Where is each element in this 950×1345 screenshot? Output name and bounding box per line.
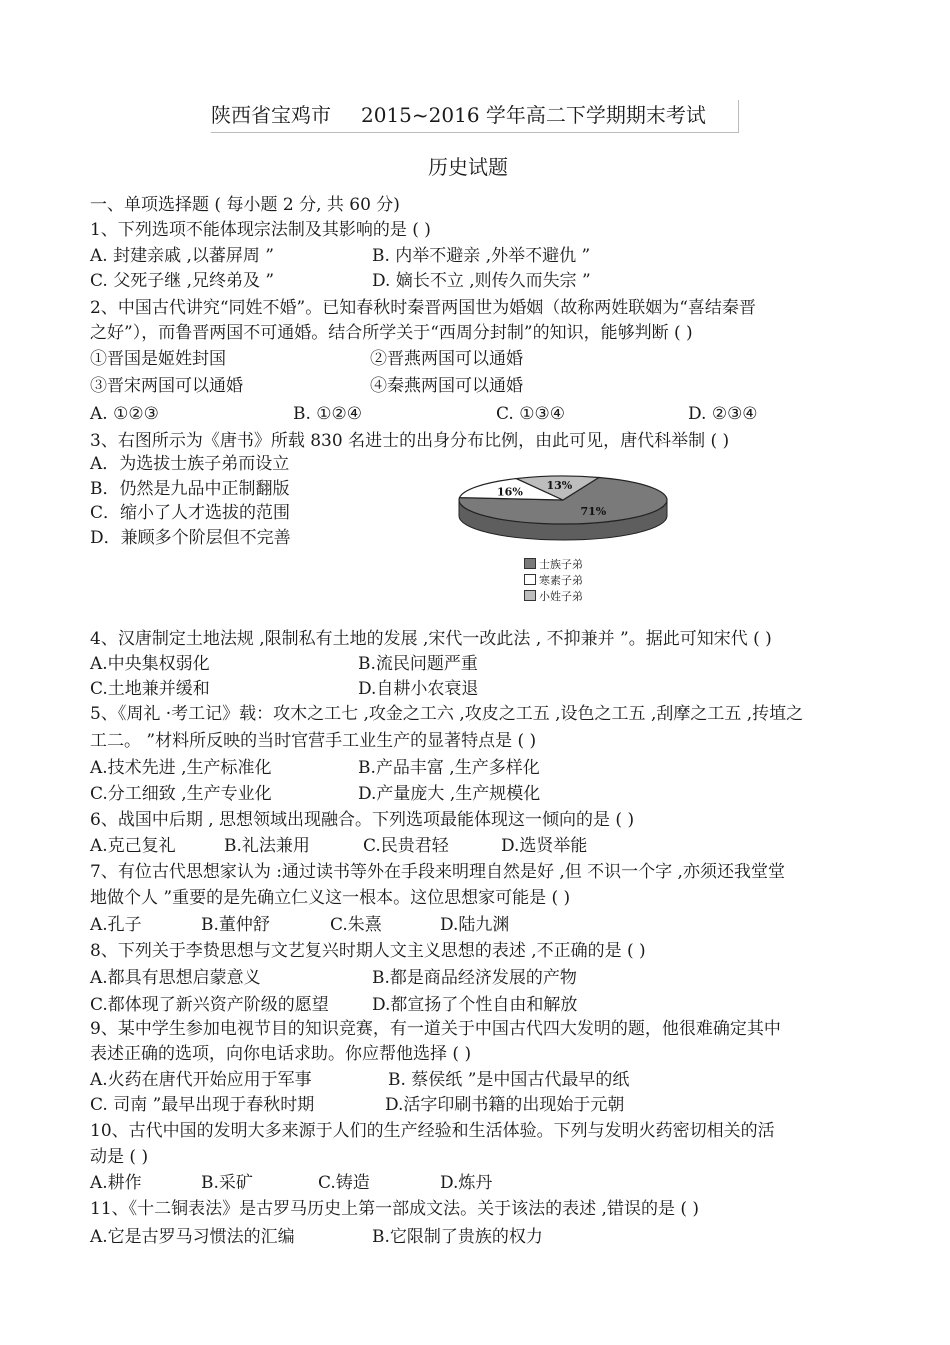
q9-stem-line1: 9、某中学生参加电视节目的知识竞赛，有一道关于中国古代四大发明的题，他很难确定其中: [90, 1019, 781, 1039]
q6-option-a: A.克己复礼: [90, 836, 176, 856]
q10-stem-line1: 10、古代中国的发明大多来源于人们的生产经验和生活体验。下列与发明火药密切相关的活: [90, 1121, 775, 1141]
q8-option-c: C.都体现了新兴资产阶级的愿望: [90, 995, 329, 1015]
title-main: 2015~2016 学年高二下学期期末考试: [361, 103, 706, 127]
q5-stem-line1: 5、《周礼 ·考工记》载：攻木之工七 ,攻金之工六 ,攻皮之工五 ,设色之工五 ,刮摩之工五 ,抟埴之: [90, 704, 804, 724]
pie-label-3: 13%: [546, 479, 573, 493]
q6-option-b: B.礼法兼用: [224, 836, 310, 856]
q1-stem: 1、下列选项不能体现宗法制及其影响的是 ( ): [90, 220, 431, 240]
q5-option-b: B.产品丰富 ,生产多样化: [358, 758, 540, 778]
q4-option-a: A.中央集权弱化: [90, 654, 210, 674]
q5-option-c: C.分工细致 ,生产专业化: [90, 784, 272, 804]
q3-option-a: A．为选拔士族子弟而设立: [90, 454, 290, 474]
q1-option-a: A. 封建亲戚 ,以蕃屏周 ”: [90, 246, 274, 266]
pie-label-2: 16%: [497, 485, 523, 499]
q8-option-b: B.都是商品经济发展的产物: [372, 968, 577, 988]
q1-option-d: D. 嫡长不立 ,则传久而失宗 ”: [372, 271, 591, 291]
q1-option-b: B. 内举不避亲 ,外举不避仇 ”: [372, 246, 591, 266]
q5-stem-line2: 工二。 ”材料所反映的当时官营手工业生产的显著特点是 ( ): [90, 731, 537, 751]
q10-option-d: D.炼丹: [440, 1173, 493, 1193]
q2-stem-line1: 2、中国古代讲究“同姓不婚”。已知春秋时秦晋两国世为婚姻（故称两姓联姻为“喜结秦晋: [90, 298, 756, 318]
q2-option-c: C. ①③④: [496, 404, 565, 424]
q2-option-a: A. ①②③: [90, 404, 159, 424]
q4-stem: 4、汉唐制定土地法规 ,限制私有土地的发展 ,宋代一改此法 , 不抑兼并 ”。据此可知宋代 ( ): [90, 629, 772, 649]
q8-option-d: D.都宣扬了个性自由和解放: [372, 995, 578, 1015]
q2-statement-4: ④秦燕两国可以通婚: [370, 376, 523, 396]
scan-border: [211, 100, 739, 133]
q3-option-c: C．缩小了人才选拔的范围: [90, 503, 291, 523]
q10-option-b: B.采矿: [201, 1173, 253, 1193]
legend-swatch: [524, 574, 536, 585]
q7-option-b: B.董仲舒: [201, 915, 270, 935]
legend-label: 寒素子弟: [539, 574, 583, 587]
q9-stem-line2: 表述正确的选项，向你电话求助。你应帮他选择 ( ): [90, 1044, 472, 1064]
q3-option-b: B．仍然是九品中正制翻版: [90, 479, 290, 499]
q1-option-c: C. 父死子继 ,兄终弟及 ”: [90, 271, 275, 291]
pie-chart: [452, 462, 682, 622]
q4-option-d: D.自耕小农衰退: [358, 679, 479, 699]
legend-item: [524, 558, 583, 572]
q2-statement-2: ②晋燕两国可以通婚: [370, 349, 523, 369]
legend-swatch: [524, 558, 536, 569]
q11-option-b: B.它限制了贵族的权力: [372, 1227, 543, 1247]
subtitle: 历史试题: [428, 155, 508, 179]
q7-stem-line1: 7、有位古代思想家认为 :通过读书等外在手段来明理自然是好 ,但 不识一个字 ,亦须还我堂堂: [90, 862, 785, 882]
q8-stem: 8、下列关于李贽思想与文艺复兴时期人文主义思想的表述 ,不正确的是 ( ): [90, 941, 646, 961]
q11-stem: 11、《十二铜表法》是古罗马历史上第一部成文法。关于该法的表述 ,错误的是 ( ): [90, 1199, 700, 1219]
q7-option-a: A.孔子: [90, 915, 142, 935]
q9-option-d: D.活字印刷书籍的出现始于元朝: [385, 1095, 625, 1115]
q9-option-b: B. 蔡侯纸 ”是中国古代最早的纸: [388, 1070, 630, 1090]
q11-option-a: A.它是古罗马习惯法的汇编: [90, 1227, 295, 1247]
legend-item: [524, 590, 583, 604]
legend-label: 士族子弟: [539, 558, 583, 571]
q2-stem-line2: 之好”），而鲁晋两国不可通婚。结合所学关于“西周分封制”的知识，能够判断 ( ): [90, 323, 693, 343]
legend-swatch: [524, 590, 536, 601]
q6-option-d: D.选贤举能: [501, 836, 588, 856]
q10-stem-line2: 动是 ( ): [90, 1147, 149, 1167]
q2-statement-3: ③晋宋两国可以通婚: [90, 376, 243, 396]
q9-option-c: C. 司南 ”最早出现于春秋时期: [90, 1095, 315, 1115]
q7-stem-line2: 地做个人 ”重要的是先确立仁义这一根本。这位思想家可能是 ( ): [90, 888, 571, 908]
section-heading: 一、单项选择题 ( 每小题 2 分, 共 60 分): [90, 195, 400, 215]
q5-option-a: A.技术先进 ,生产标准化: [90, 758, 272, 778]
legend-label: 小姓子弟: [539, 590, 583, 603]
q2-statement-1: ①晋国是姬姓封国: [90, 349, 226, 369]
pie-label-1: 71%: [580, 505, 607, 519]
q6-stem: 6、战国中后期 , 思想领域出现融合。下列选项最能体现这一倾向的是 ( ): [90, 810, 635, 830]
q3-stem: 3、右图所示为《唐书》所载 830 名进士的出身分布比例，由此可见，唐代科举制 ( ): [90, 431, 730, 451]
q8-option-a: A.都具有思想启蒙意义: [90, 968, 261, 988]
q5-option-d: D.产量庞大 ,生产规模化: [358, 784, 541, 804]
q10-option-a: A.耕作: [90, 1173, 142, 1193]
q10-option-c: C.铸造: [318, 1173, 370, 1193]
q7-option-d: D.陆九渊: [440, 915, 510, 935]
q4-option-c: C.土地兼并缓和: [90, 679, 210, 699]
title-province: 陕西省宝鸡市: [211, 103, 331, 127]
q7-option-c: C.朱熹: [330, 915, 382, 935]
q9-option-a: A.火药在唐代开始应用于军事: [90, 1070, 312, 1090]
q2-option-b: B. ①②④: [293, 404, 363, 424]
q6-option-c: C.民贵君轻: [363, 836, 449, 856]
legend-item: [524, 574, 583, 588]
q3-option-d: D．兼顾多个阶层但不完善: [90, 528, 291, 548]
q2-option-d: D. ②③④: [688, 404, 758, 424]
q4-option-b: B.流民问题严重: [358, 654, 478, 674]
